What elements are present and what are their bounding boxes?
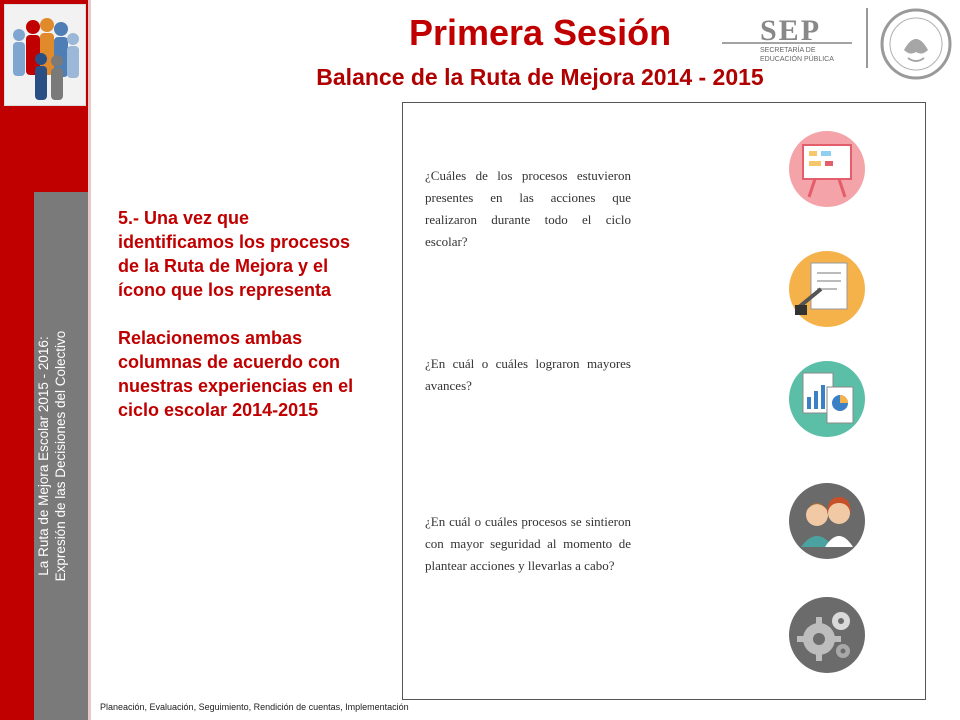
page-subtitle: Balance de la Ruta de Mejora 2014 - 2015 (316, 64, 764, 90)
footer-processes: Planeación, Evaluación, Seguimiento, Rendición de cuentas, Implementación (100, 702, 409, 712)
sidebar-vertical-line2: Expresión de las Decisiones del Colectivo (53, 330, 68, 582)
checklist-writing-icon (787, 249, 867, 329)
instruction-text (118, 206, 358, 446)
sidebar-vertical-text (35, 192, 87, 720)
people-group-logo (4, 4, 86, 106)
presentation-board-icon (787, 129, 867, 209)
sep-logo-subtitle-line1: SECRETARÍA DE (760, 47, 816, 54)
people-team-icon (787, 481, 867, 561)
instruction-paragraph-1: 5.- Una vez que identificamos los procesos de la Ruta de Mejora y el ícono que los representa (118, 208, 351, 300)
header-divider (866, 8, 868, 68)
sidebar-edge (88, 0, 91, 720)
sep-logo-subtitle (760, 46, 850, 64)
sidebar (0, 0, 88, 720)
instruction-paragraph-2: Relacionemos ambas columnas de acuerdo con nuestras experiencias en el ciclo escolar 2014-2015 (118, 328, 354, 420)
page-title: Primera Sesión (408, 12, 672, 53)
question-1: ¿Cuáles de los procesos estuvieron presentes en las acciones que realizaron durante todo el ciclo escolar? (425, 168, 631, 249)
sidebar-vertical-line1: La Ruta de Mejora Escolar 2015 - 2016: (36, 336, 51, 576)
charts-documents-icon (787, 359, 867, 439)
sep-logo-subtitle-line2: EDUCACIÓN PÚBLICA (760, 56, 834, 63)
questions-panel (402, 102, 926, 700)
sep-logo-text: SEP (760, 14, 822, 47)
gears-icon (787, 595, 867, 675)
question-3: ¿En cuál o cuáles procesos se sintieron con mayor seguridad al momento de plantear acciones y llevarlas a cabo? (425, 514, 631, 573)
question-2: ¿En cuál o cuáles lograron mayores avances? (425, 356, 631, 393)
mexico-seal-icon (878, 6, 954, 82)
